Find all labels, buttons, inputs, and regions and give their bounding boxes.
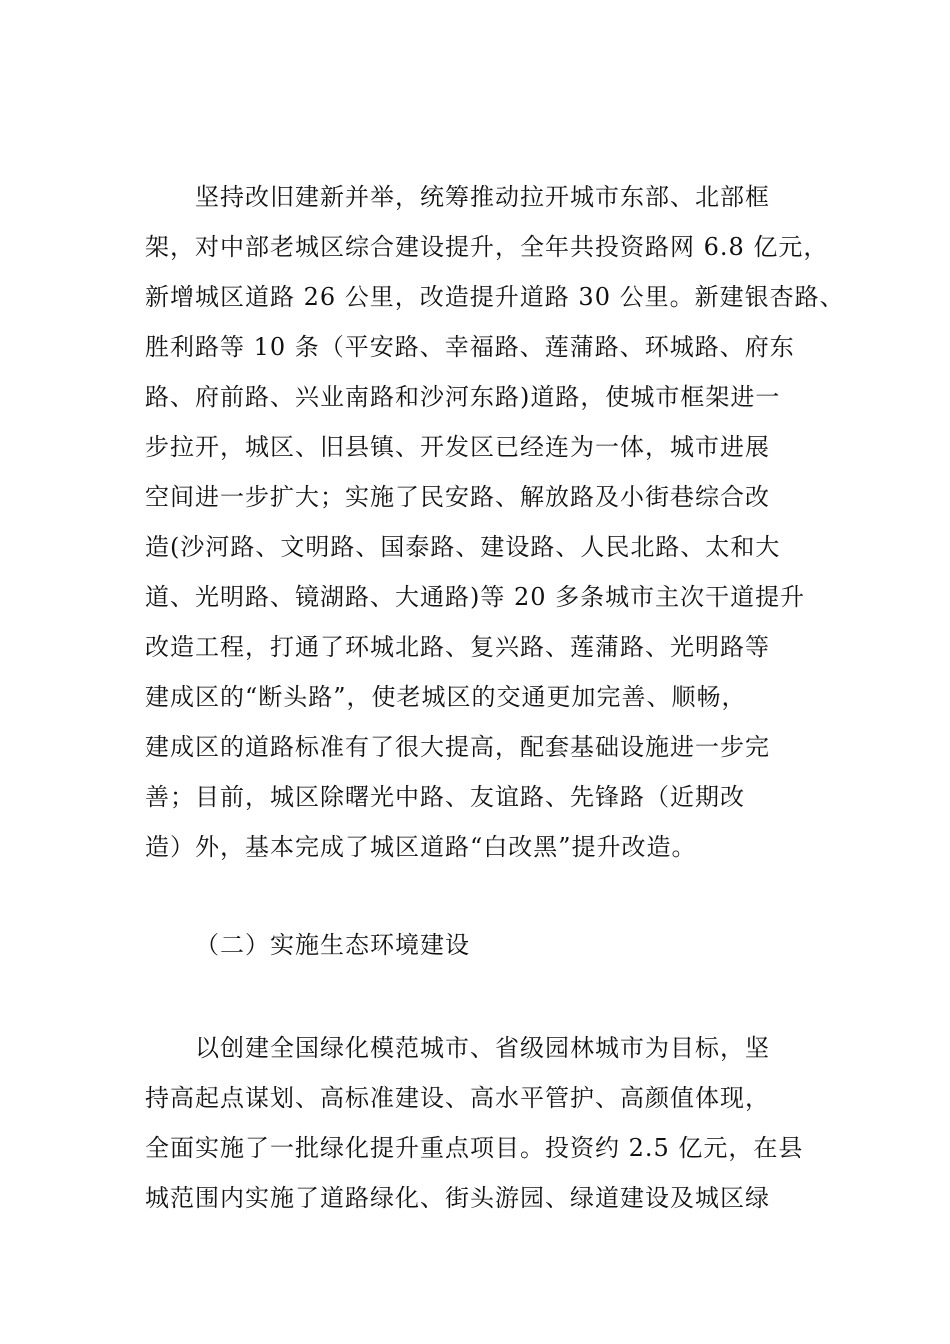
paragraph-line: 胜利路等 10 条（平安路、幸福路、莲蒲路、环城路、府东: [145, 333, 795, 361]
paragraph-line: 造）外，基本完成了城区道路“白改黑”提升改造。: [145, 833, 697, 861]
paragraph-line: 架，对中部老城区综合建设提升，全年共投资路网 6.8 亿元，: [145, 233, 829, 261]
paragraph-line: 造(沙河路、文明路、国泰路、建设路、人民北路、太和大: [145, 533, 781, 561]
paragraph-line: 改造工程，打通了环城北路、复兴路、莲蒲路、光明路等: [145, 633, 770, 661]
paragraph-line: 持高起点谋划、高标准建设、高水平管护、高颜值体现，: [145, 1084, 770, 1112]
section-heading: （二）实施生态环境建设: [195, 931, 470, 959]
paragraph-line: 善；目前，城区除曙光中路、友谊路、先锋路（近期改: [145, 783, 745, 811]
paragraph-line: 道、光明路、镜湖路、大通路)等 20 多条城市主次干道提升: [145, 583, 806, 611]
paragraph-line: 全面实施了一批绿化提升重点项目。投资约 2.5 亿元，在县: [145, 1134, 804, 1162]
paragraph-line: 空间进一步扩大；实施了民安路、解放路及小街巷综合改: [145, 483, 770, 511]
paragraph-line: 坚持改旧建新并举，统筹推动拉开城市东部、北部框: [195, 183, 770, 211]
paragraph-line: 路、府前路、兴业南路和沙河东路)道路，使城市框架进一: [145, 383, 781, 411]
paragraph-line: 建成区的“断头路”，使老城区的交通更加完善、顺畅，: [145, 683, 747, 711]
paragraph-line: 城范围内实施了道路绿化、街头游园、绿道建设及城区绿: [145, 1184, 770, 1212]
paragraph-line: 建成区的道路标准有了很大提高，配套基础设施进一步完: [145, 733, 770, 761]
paragraph-line: 以创建全国绿化模范城市、省级园林城市为目标，坚: [195, 1034, 770, 1062]
paragraph-line: 步拉开，城区、旧县镇、开发区已经连为一体，城市进展: [145, 433, 770, 461]
paragraph-line: 新增城区道路 26 公里，改造提升道路 30 公里。新建银杏路、: [145, 283, 845, 311]
